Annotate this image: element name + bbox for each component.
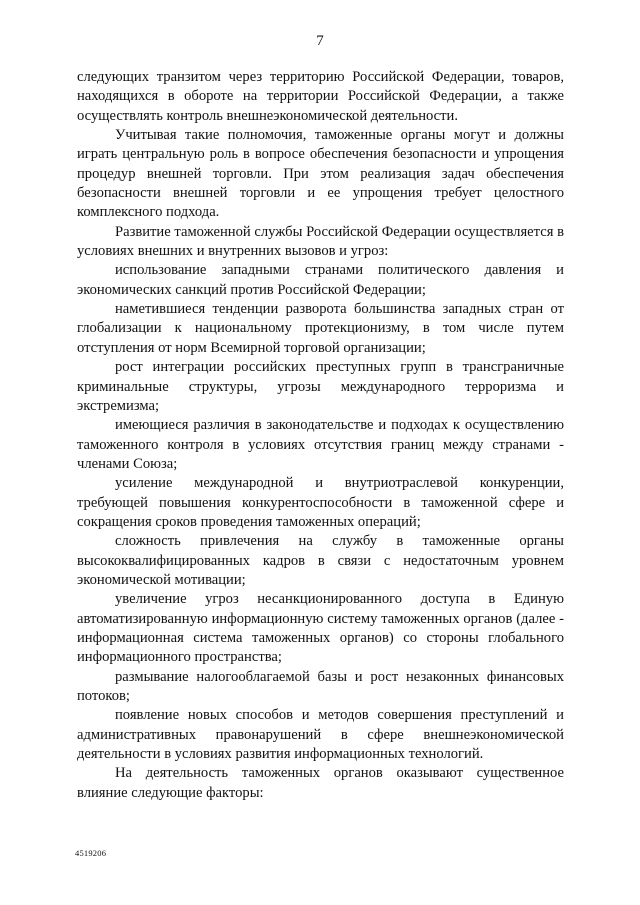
list-item-staffing: сложность привлечения на службу в таможенные органы высококвалифицированных кадров в связи с недостаточным уровнем экономической мотивации; xyxy=(77,533,564,588)
list-item-protectionism: наметившиеся тенденции разворота большинства западных стран от глобализации к национальному протекционизму, в том числе путем отступления от норм Всемирной торговой организации; xyxy=(77,301,564,356)
paragraph-continuation: следующих транзитом через территорию Российской Федерации, товаров, находящихся в обороте на территории Российской Федерации, а также осуществлять контроль внешнеэкономической деятельности. xyxy=(77,69,564,124)
list-item-legislation-differences: имеющиеся различия в законодательстве и подходах к осуществлению таможенного контроля в условиях отсутствия границ между странами - членами Союза; xyxy=(77,417,564,472)
list-item-tax-base: размывание налогооблагаемой базы и рост незаконных финансовых потоков; xyxy=(77,668,564,704)
list-item-sanctions: использование западными странами политического давления и экономических санкций против Российской Федерации; xyxy=(77,262,564,298)
document-body xyxy=(77,68,564,803)
paragraph-challenges-intro: Развитие таможенной службы Российской Федерации осуществляется в условиях внешних и внутренних вызовов и угроз: xyxy=(77,223,564,260)
paragraph-customs-role: Учитывая такие полномочия, таможенные органы могут и должны играть центральную роль в вопросе обеспечения безопасности и упрощения процедур внешней торговли. При этом реализация задач обеспечения безопасности внешней торговли и ее упрощения требует целостного комплексного подхода. xyxy=(77,127,564,221)
page-number: 7 xyxy=(316,33,324,49)
list-item-new-crimes: появление новых способов и методов совершения преступлений и административных правонарушений в сфере внешнеэкономической деятельности в условиях развития информационных технологий. xyxy=(77,707,564,763)
list-item-unauthorized-access: увеличение угроз несанкционированного доступа в Единую автоматизированную информационную систему таможенных органов (далее - информационная система таможенных органов) со стороны глобального информационного пространства; xyxy=(77,591,564,666)
paragraph-factors-intro: На деятельность таможенных органов оказывают существенное влияние следующие факторы: xyxy=(77,765,564,801)
list-item-competition: усиление международной и внутриотраслевой конкуренции, требующей повышения конкурентоспособности в таможенной сфере и сокращения сроков проведения таможенных операций; xyxy=(77,475,564,530)
document-code: 4519206 xyxy=(75,848,107,858)
list-item-criminal-groups: рост интеграции российских преступных групп в трансграничные криминальные структуры, угрозы международного терроризма и экстремизма; xyxy=(77,359,564,414)
